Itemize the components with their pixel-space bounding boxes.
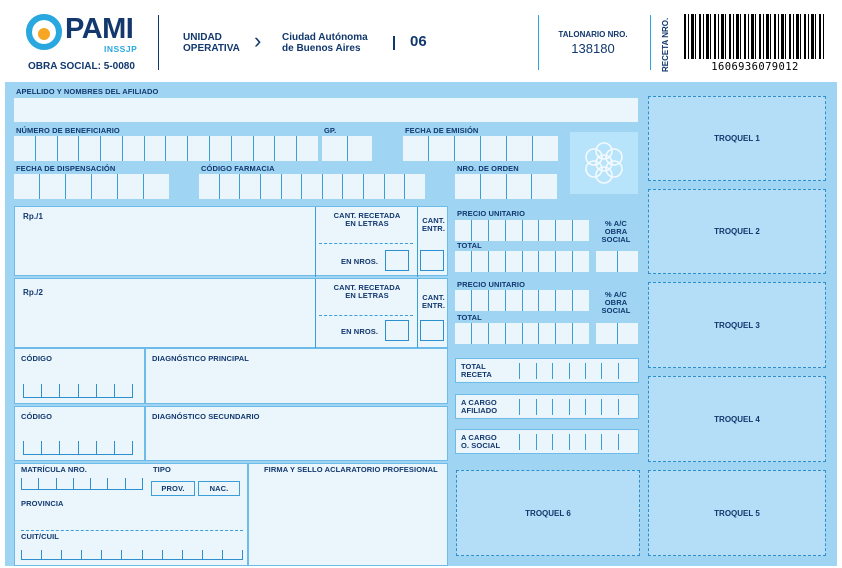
codigo-1-panel[interactable]: [14, 348, 145, 404]
rp2-letras-line: [319, 315, 413, 316]
brand-name: PAMI: [65, 13, 134, 45]
talonario-divider: [538, 15, 539, 70]
prescription-form: [5, 82, 837, 566]
troquel-6[interactable]: [456, 470, 640, 556]
tipo-prov-option[interactable]: PROV.: [151, 481, 195, 496]
rp2-divider-2: [417, 279, 418, 349]
total-receta-panel[interactable]: [455, 358, 639, 383]
codigo-2-label: CÓDIGO: [21, 412, 53, 421]
barcode-number: 1606936079012: [711, 61, 799, 73]
unidad-code: 06: [410, 33, 427, 50]
beneficiario-label: NÚMERO DE BENEFICIARIO: [16, 126, 120, 135]
firma-label: FIRMA Y SELLO ACLARATORIO PROFESIONAL: [264, 465, 438, 474]
diag-principal-label: DIAGNÓSTICO PRINCIPAL: [152, 354, 249, 363]
cargo-os-label: A CARGO O. SOCIAL: [461, 433, 501, 450]
rp1-en-nros-label: EN NROS.: [341, 257, 379, 266]
troquel-4[interactable]: [648, 376, 826, 462]
rp1-divider: [315, 207, 316, 277]
fecha-emision-field[interactable]: [403, 136, 558, 161]
apellido-label: APELLIDO Y NOMBRES DEL AFILIADO: [16, 87, 159, 96]
diag-principal-panel[interactable]: [145, 348, 448, 404]
brand-subname: INSSJP: [104, 44, 138, 54]
rp2-en-nros-label: EN NROS.: [341, 327, 379, 336]
troquel-2-label: TROQUEL 2: [714, 227, 760, 236]
watermark-flower-icon: [570, 132, 638, 194]
pami-logo-icon: [26, 14, 62, 50]
apellido-field[interactable]: [14, 98, 638, 122]
pct-obra-social-1-label: % A/C OBRA SOCIAL: [601, 219, 631, 244]
troquel-4-label: TROQUEL 4: [714, 414, 760, 424]
total-1-label: TOTAL: [457, 241, 482, 250]
rp2-cant-entr-label: CANT. ENTR.: [422, 293, 445, 310]
tipo-nac-option[interactable]: NAC.: [198, 481, 240, 496]
cargo-afiliado-label: A CARGO AFILIADO: [461, 398, 498, 415]
rp2-panel[interactable]: [14, 278, 448, 348]
pct-obra-social-2-field[interactable]: [596, 323, 638, 344]
precio-unitario-1-field[interactable]: [455, 220, 589, 241]
rp1-cant-entr-label: CANT. ENTR.: [422, 216, 445, 233]
fecha-dispensacion-label: FECHA DE DISPENSACIÓN: [16, 164, 116, 173]
total-1-field[interactable]: [455, 251, 589, 272]
matricula-panel[interactable]: [14, 463, 248, 566]
rp1-panel[interactable]: [14, 206, 448, 276]
total-receta-label: TOTAL RECETA: [461, 362, 492, 379]
cuit-label: CUIT/CUIL: [21, 532, 59, 541]
pct-obra-social-2-label: % A/C OBRA SOCIAL: [601, 290, 631, 315]
total-2-field[interactable]: [455, 323, 589, 344]
nro-orden-label: NRO. DE ORDEN: [457, 164, 519, 173]
troquel-1[interactable]: [648, 96, 826, 181]
form-header: [0, 0, 842, 82]
troquel-1-label: TROQUEL 1: [714, 134, 760, 143]
codigo-2-panel[interactable]: [14, 406, 145, 461]
matricula-ticks: [21, 478, 143, 490]
cuit-ticks: [21, 550, 243, 560]
rp2-cant-recetada-label: CANT. RECETADA EN LETRAS: [333, 283, 401, 300]
talonario-value: 138180: [571, 41, 615, 56]
receta-label: RECETA NRO.: [661, 17, 670, 72]
provincia-line: [21, 530, 243, 531]
beneficiario-field[interactable]: [14, 136, 318, 161]
firma-panel[interactable]: [248, 463, 448, 566]
barcode: [684, 14, 826, 59]
codigo-2-ticks: [23, 441, 133, 455]
talonario-divider-right: [650, 15, 651, 70]
rp2-en-nros-box[interactable]: [385, 320, 409, 341]
precio-unitario-1-label: PRECIO UNITARIO: [457, 209, 526, 218]
talonario-label: TALONARIO NRO.: [558, 30, 628, 39]
rp1-letras-line: [319, 243, 413, 244]
precio-unitario-2-field[interactable]: [455, 290, 589, 311]
gp-field[interactable]: [322, 136, 372, 161]
precio-unitario-2-label: PRECIO UNITARIO: [457, 280, 526, 289]
rp2-label: Rp./2: [23, 288, 44, 297]
fecha-emision-label: FECHA DE EMISIÓN: [405, 126, 479, 135]
pct-obra-social-1-field[interactable]: [596, 251, 638, 272]
chevron-right-icon: ›: [254, 28, 262, 53]
rp2-cant-entr-box[interactable]: [420, 320, 444, 341]
codigo-1-label: CÓDIGO: [21, 354, 53, 363]
gp-label: GP.: [324, 126, 337, 135]
unidad-operativa-label: UNIDAD OPERATIVA: [183, 32, 240, 54]
codigo-1-ticks: [23, 384, 133, 398]
troquel-5-label: TROQUEL 5: [714, 508, 760, 518]
troquel-6-label: TROQUEL 6: [525, 508, 571, 518]
codigo-farmacia-field[interactable]: [199, 174, 425, 199]
troquel-2[interactable]: [648, 189, 826, 274]
cargo-os-field: [504, 434, 634, 450]
diag-secundario-label: DIAGNÓSTICO SECUNDARIO: [152, 412, 260, 421]
fecha-dispensacion-field[interactable]: [14, 174, 169, 199]
cargo-afiliado-panel[interactable]: [455, 394, 639, 419]
nro-orden-field[interactable]: [455, 174, 557, 199]
total-2-label: TOTAL: [457, 313, 482, 322]
total-receta-field: [504, 363, 634, 379]
troquel-5[interactable]: [648, 470, 826, 556]
diag-secundario-panel[interactable]: [145, 406, 448, 461]
cargo-afiliado-field: [504, 399, 634, 415]
codigo-farmacia-label: CÓDIGO FARMACIA: [201, 164, 275, 173]
provincia-label: PROVINCIA: [21, 499, 64, 508]
matricula-label: MATRÍCULA NRO.: [21, 465, 87, 474]
cargo-os-panel[interactable]: [455, 429, 639, 454]
rp1-en-nros-box[interactable]: [385, 250, 409, 271]
rp1-cant-entr-box[interactable]: [420, 250, 444, 271]
tipo-label: TIPO: [153, 465, 171, 474]
rp1-cant-recetada-label: CANT. RECETADA EN LETRAS: [333, 211, 401, 228]
rp1-label: Rp./1: [23, 212, 44, 221]
troquel-3[interactable]: [648, 282, 826, 368]
unidad-divider: [393, 36, 395, 50]
rp2-divider: [315, 279, 316, 349]
header-divider: [158, 15, 159, 70]
unidad-operativa-name: Ciudad Autónoma de Buenos Aires: [282, 32, 368, 54]
troquel-3-label: TROQUEL 3: [714, 320, 760, 330]
obra-social-code: OBRA SOCIAL: 5-0080: [28, 61, 135, 72]
